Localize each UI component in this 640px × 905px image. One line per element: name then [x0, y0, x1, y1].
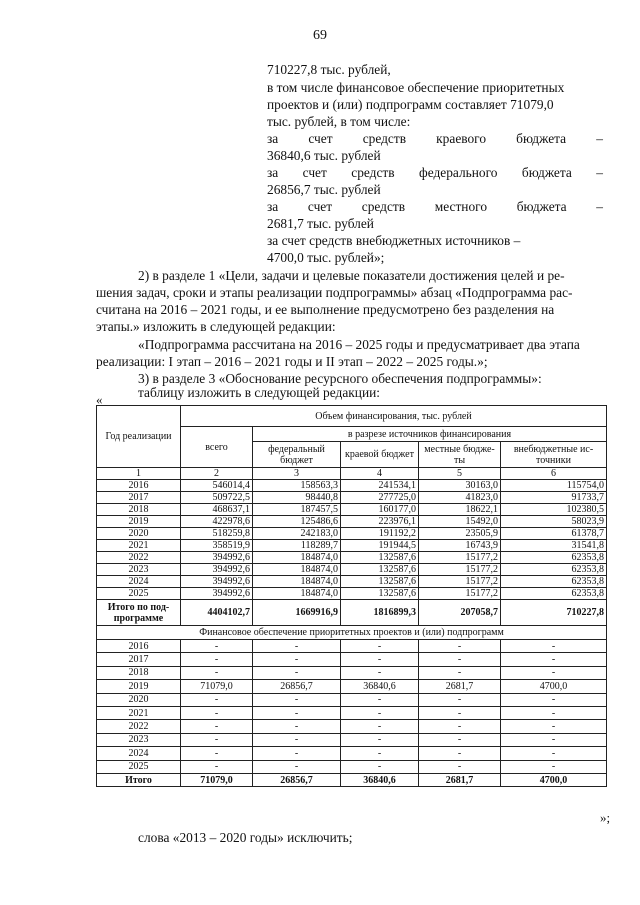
- table-cell: 2022: [97, 720, 181, 733]
- header-volume: Объем финансирования, тыс. рублей: [181, 406, 607, 427]
- table-cell: 132587,6: [341, 564, 419, 576]
- table-cell: 394992,6: [181, 552, 253, 564]
- final-line: слова «2013 – 2020 годы» исключить;: [138, 830, 353, 845]
- table-cell: 2023: [97, 564, 181, 576]
- table-cell: 2019: [97, 680, 181, 693]
- table-cell: -: [501, 706, 607, 719]
- table-cell: 2019: [97, 516, 181, 528]
- table-cell: 71079,0: [181, 680, 253, 693]
- financing-table: [96, 405, 607, 787]
- paragraph-line: таблицу изложить в следующей редакции:: [138, 385, 381, 400]
- header-federal: федеральный бюджет: [253, 442, 341, 468]
- table-cell: -: [181, 666, 253, 679]
- table-row: [97, 504, 607, 516]
- table-cell: -: [181, 693, 253, 706]
- quote-close: »;: [600, 810, 611, 825]
- table-cell: -: [253, 693, 341, 706]
- table-cell: -: [501, 747, 607, 760]
- table-cell: 62353,8: [501, 588, 607, 600]
- justified-line: за счет средств федерального бюджета –: [267, 165, 603, 180]
- table-row: [97, 576, 607, 588]
- table-cell: 2025: [97, 588, 181, 600]
- table-cell: -: [253, 747, 341, 760]
- table-cell: 4700,0: [501, 680, 607, 693]
- table-cell: 15177,2: [419, 564, 501, 576]
- table-cell: 61378,7: [501, 528, 607, 540]
- table-cell: 509722,5: [181, 492, 253, 504]
- table-row: [97, 540, 607, 552]
- table-row: [97, 528, 607, 540]
- header-sources: в разрезе источников финансирования: [253, 427, 607, 442]
- table-cell: 132587,6: [341, 552, 419, 564]
- table-cell: 98440,8: [253, 492, 341, 504]
- table-cell: 394992,6: [181, 564, 253, 576]
- table-row: [97, 706, 607, 719]
- quote-open: «: [96, 392, 103, 407]
- table-cell: 2020: [97, 693, 181, 706]
- table-row: [97, 747, 607, 760]
- page-number: 69: [313, 28, 327, 43]
- table-cell: -: [419, 747, 501, 760]
- table-cell: 158563,3: [253, 480, 341, 492]
- paragraph-line: этапы.» изложить в следующей редакции:: [96, 319, 336, 334]
- table-cell: -: [181, 760, 253, 773]
- table-row: [97, 588, 607, 600]
- table-cell: 2020: [97, 528, 181, 540]
- table-cell: 58023,9: [501, 516, 607, 528]
- table-cell: -: [341, 693, 419, 706]
- paragraph-line: 3) в разделе 3 «Обоснование ресурсного обеспечения подпрограммы»:: [138, 371, 542, 386]
- table-cell: 546014,4: [181, 480, 253, 492]
- table-cell: 394992,6: [181, 576, 253, 588]
- table-cell: -: [341, 733, 419, 746]
- table-cell: -: [341, 760, 419, 773]
- table-cell: 2018: [97, 504, 181, 516]
- table-cell: 2017: [97, 492, 181, 504]
- table-cell: 18622,1: [419, 504, 501, 516]
- table-cell: -: [341, 747, 419, 760]
- table-cell: 2017: [97, 653, 181, 666]
- paragraph-line: 2) в разделе 1 «Цели, задачи и целевые показатели достижения целей и ре-: [138, 268, 565, 283]
- header-total: всего: [181, 427, 253, 468]
- paragraph-line: считана на 2016 – 2021 годы, и ее выполнение предусмотрено без разделения на: [96, 302, 555, 317]
- table-cell: 102380,5: [501, 504, 607, 516]
- table-cell: 15177,2: [419, 552, 501, 564]
- table-cell: -: [181, 733, 253, 746]
- table-cell: -: [341, 666, 419, 679]
- table-row: [97, 693, 607, 706]
- table-cell: -: [419, 706, 501, 719]
- text-line: проектов и (или) подпрограмм составляет 71079,0: [267, 97, 554, 112]
- table-cell: -: [419, 666, 501, 679]
- table-cell: 2023: [97, 733, 181, 746]
- table-cell: 91733,7: [501, 492, 607, 504]
- paragraph-line: шения задач, сроки и этапы реализации подпрограммы» абзац «Подпрограмма рас-: [96, 285, 573, 300]
- table-cell: -: [501, 666, 607, 679]
- table-row: [97, 564, 607, 576]
- table-cell: -: [253, 733, 341, 746]
- table-cell: -: [501, 760, 607, 773]
- table-cell: 31541,8: [501, 540, 607, 552]
- table-row: [97, 720, 607, 733]
- table-cell: -: [253, 706, 341, 719]
- table-cell: 125486,6: [253, 516, 341, 528]
- table-cell: 132587,6: [341, 576, 419, 588]
- table-cell: 2016: [97, 640, 181, 653]
- table-cell: 118289,7: [253, 540, 341, 552]
- table-cell: 191944,5: [341, 540, 419, 552]
- header-extrabudgetary: внебюджетные ис-точники: [501, 442, 607, 468]
- table-cell: 2021: [97, 540, 181, 552]
- table-cell: 358519,9: [181, 540, 253, 552]
- table-cell: -: [341, 706, 419, 719]
- table-cell: -: [501, 720, 607, 733]
- text-line: тыс. рублей, в том числе:: [267, 114, 411, 129]
- table-row: [97, 480, 607, 492]
- table-cell: 187457,5: [253, 504, 341, 516]
- text-line: 36840,6 тыс. рублей: [267, 148, 381, 163]
- table-cell: 62353,8: [501, 552, 607, 564]
- table-cell: 2018: [97, 666, 181, 679]
- table-cell: 30163,0: [419, 480, 501, 492]
- text-line: за счет средств внебюджетных источников –: [267, 233, 521, 248]
- table-row: [97, 680, 607, 693]
- text-line: 710227,8 тыс. рублей,: [267, 62, 391, 77]
- header-local: местные бюдже-ты: [419, 442, 501, 468]
- table-cell: 36840,6: [341, 680, 419, 693]
- table-cell: 2681,7: [419, 680, 501, 693]
- paragraph-line: реализации: I этап – 2016 – 2021 годы и II этап – 2022 – 2025 годы.»;: [96, 354, 488, 369]
- table-cell: -: [501, 693, 607, 706]
- section-row: Финансовое обеспечение приоритетных проектов и (или) подпрограмм: [97, 626, 607, 640]
- table-cell: -: [181, 747, 253, 760]
- table-cell: 2024: [97, 576, 181, 588]
- table-cell: 518259,8: [181, 528, 253, 540]
- table-cell: 394992,6: [181, 588, 253, 600]
- text-line: в том числе финансовое обеспечение приоритетных: [267, 80, 565, 95]
- text-line: 4700,0 тыс. рублей»;: [267, 250, 385, 265]
- table-row: [97, 552, 607, 564]
- table-cell: 422978,6: [181, 516, 253, 528]
- table-cell: -: [253, 666, 341, 679]
- table-cell: 2016: [97, 480, 181, 492]
- table-cell: 184874,0: [253, 564, 341, 576]
- table-cell: -: [419, 720, 501, 733]
- table-cell: -: [181, 653, 253, 666]
- table-cell: 2021: [97, 706, 181, 719]
- header-year: Год реализации: [97, 406, 181, 468]
- table-cell: -: [501, 653, 607, 666]
- table-cell: 2025: [97, 760, 181, 773]
- table-row: [97, 492, 607, 504]
- table-row: [97, 760, 607, 773]
- table-cell: 241534,1: [341, 480, 419, 492]
- table-cell: 15492,0: [419, 516, 501, 528]
- justified-line: за счет средств краевого бюджета –: [267, 131, 603, 146]
- header-regional: краевой бюджет: [341, 442, 419, 468]
- table-cell: -: [181, 706, 253, 719]
- table-cell: -: [419, 760, 501, 773]
- justified-line: за счет средств местного бюджета –: [267, 199, 603, 214]
- table-cell: 16743,9: [419, 540, 501, 552]
- table-cell: 2024: [97, 747, 181, 760]
- table-cell: -: [253, 760, 341, 773]
- table-cell: 62353,8: [501, 564, 607, 576]
- table-cell: -: [419, 640, 501, 653]
- table-cell: 15177,2: [419, 588, 501, 600]
- table-cell: 191192,2: [341, 528, 419, 540]
- table-cell: -: [501, 640, 607, 653]
- table-cell: 26856,7: [253, 680, 341, 693]
- text-line: 26856,7 тыс. рублей: [267, 182, 381, 197]
- column-numbers-row: 1 2 3 4 5 6: [97, 468, 607, 480]
- table-cell: 41823,0: [419, 492, 501, 504]
- table-cell: -: [253, 640, 341, 653]
- table-cell: -: [181, 720, 253, 733]
- paragraph-line: «Подпрограмма рассчитана на 2016 – 2025 годы и предусматривает два этапа: [138, 337, 580, 352]
- table-row: [97, 666, 607, 679]
- table-cell: 62353,8: [501, 576, 607, 588]
- total-row: Итого по под-программе 4404102,7 1669916,9 1816899,3 207058,7 710227,8: [97, 600, 607, 626]
- total-row-2: Итого 71079,0 26856,7 36840,6 2681,7 4700,0: [97, 773, 607, 786]
- table-row: [97, 733, 607, 746]
- table-cell: -: [419, 693, 501, 706]
- table-row: [97, 516, 607, 528]
- table-row: [97, 640, 607, 653]
- table-cell: 15177,2: [419, 576, 501, 588]
- table-cell: -: [419, 733, 501, 746]
- table-cell: 160177,0: [341, 504, 419, 516]
- table-cell: 23505,9: [419, 528, 501, 540]
- table-cell: -: [253, 720, 341, 733]
- table-cell: -: [419, 653, 501, 666]
- table-cell: 132587,6: [341, 588, 419, 600]
- text-line: 2681,7 тыс. рублей: [267, 216, 374, 231]
- table-cell: -: [501, 733, 607, 746]
- table-cell: -: [341, 640, 419, 653]
- table-cell: 184874,0: [253, 552, 341, 564]
- table-cell: 2022: [97, 552, 181, 564]
- table-cell: -: [253, 653, 341, 666]
- table-cell: -: [181, 640, 253, 653]
- table-cell: 184874,0: [253, 588, 341, 600]
- table-cell: -: [341, 653, 419, 666]
- table-row: [97, 653, 607, 666]
- table-cell: 277725,0: [341, 492, 419, 504]
- table-cell: -: [341, 720, 419, 733]
- table-cell: 468637,1: [181, 504, 253, 516]
- table-cell: 223976,1: [341, 516, 419, 528]
- table-cell: 115754,0: [501, 480, 607, 492]
- table-cell: 242183,0: [253, 528, 341, 540]
- table-cell: 184874,0: [253, 576, 341, 588]
